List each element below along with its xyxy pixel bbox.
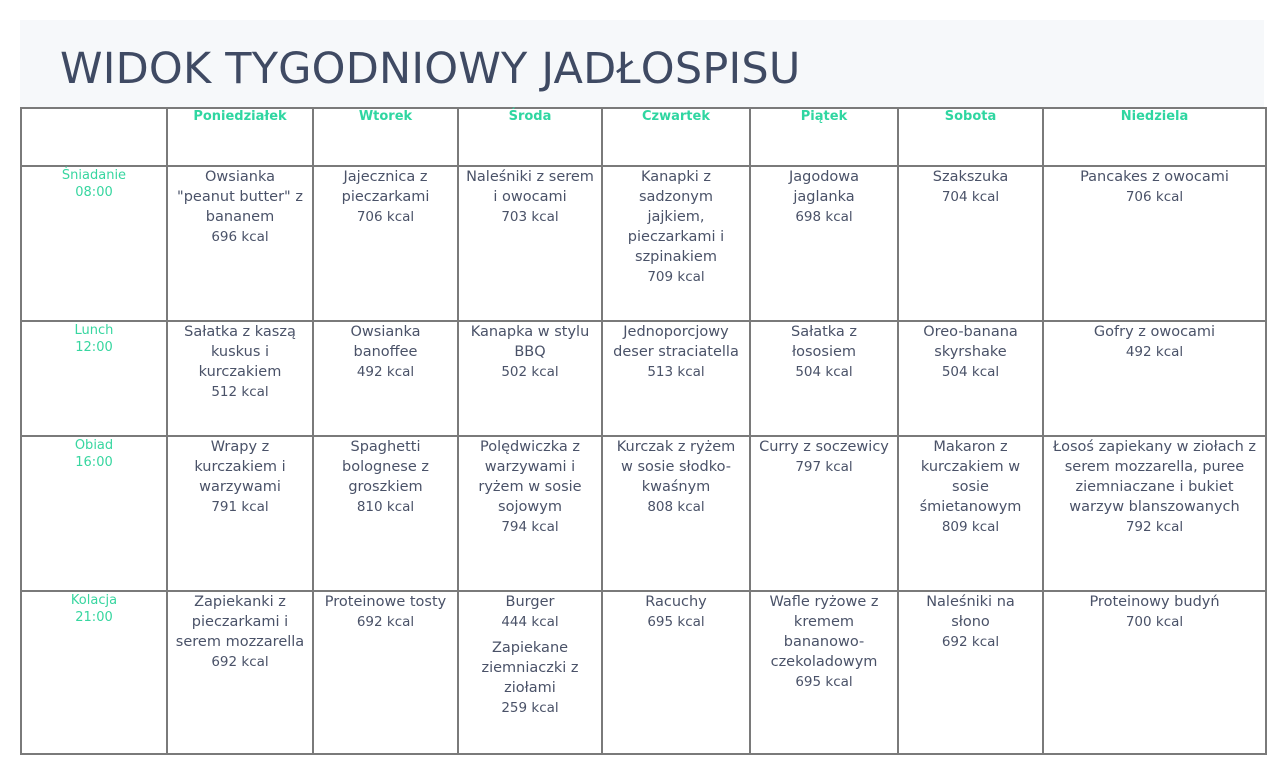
dish-name: Racuchy	[645, 594, 707, 610]
dish-kcal: 504 kcal	[941, 364, 1000, 380]
meal-slot-cell	[21, 321, 167, 436]
table-row	[21, 591, 1266, 754]
dish	[174, 592, 306, 672]
dish-name: Jednoporcjowy deser straciatella	[613, 324, 739, 360]
dish-kcal: 794 kcal	[501, 519, 559, 535]
dish-name: Gofry z owocami	[1093, 324, 1216, 340]
meal-cell-saturday	[898, 436, 1043, 591]
dish	[320, 167, 451, 227]
dish-kcal: 692 kcal	[941, 634, 1000, 650]
dish-name: Curry z soczewicy	[759, 439, 889, 455]
dish-kcal: 700 kcal	[1125, 614, 1184, 630]
meal-slot-cell	[21, 436, 167, 591]
dish-kcal: 695 kcal	[647, 614, 705, 630]
table-row	[21, 436, 1266, 591]
meal-cell-friday	[750, 166, 898, 321]
dish-kcal: 444 kcal	[501, 614, 559, 630]
dish-kcal: 504 kcal	[795, 364, 853, 380]
meal-slot-name: Obiad	[74, 438, 114, 453]
meal-cell-tuesday	[313, 591, 458, 754]
dish	[465, 638, 595, 718]
dish-name: Spaghetti bolognese z groszkiem	[342, 439, 429, 495]
dish	[174, 322, 306, 402]
dish-name: Łosoś zapiekany w ziołach z serem mozzarella, puree ziemniaczane i bukiet warzyw blanszowanych	[1052, 439, 1257, 515]
meal-cell-monday	[167, 591, 313, 754]
dish-name: Owsianka "peanut butter" z bananem	[177, 169, 303, 225]
dish-kcal: 709 kcal	[647, 269, 705, 285]
dish-name: Naleśniki z serem i owocami	[466, 169, 594, 205]
dish-name: Proteinowe tosty	[324, 594, 447, 610]
dish-name: Proteinowy budyń	[1089, 594, 1220, 610]
dish-kcal: 698 kcal	[795, 209, 853, 225]
meal-cell-sunday	[1043, 591, 1266, 754]
dish	[1050, 167, 1259, 207]
meal-slot-name: Lunch	[74, 323, 114, 338]
meal-slot-time: 21:00	[75, 610, 113, 625]
meal-cell-sunday	[1043, 166, 1266, 321]
meal-slot-name: Kolacja	[70, 593, 118, 608]
dish	[1050, 592, 1259, 632]
meal-cell-wednesday	[458, 436, 602, 591]
meal-cell-wednesday	[458, 321, 602, 436]
meal-cell-sunday	[1043, 436, 1266, 591]
dish-name: Burger	[505, 594, 555, 610]
dish	[320, 592, 451, 632]
meal-cell-saturday	[898, 166, 1043, 321]
meal-cell-friday	[750, 321, 898, 436]
meal-cell-sunday	[1043, 321, 1266, 436]
dish	[320, 437, 451, 517]
meal-cell-saturday	[898, 591, 1043, 754]
dish	[174, 437, 306, 517]
dish	[757, 322, 891, 382]
dish-kcal: 492 kcal	[356, 364, 415, 380]
dish	[905, 167, 1036, 207]
dish	[609, 322, 743, 382]
dish-kcal: 791 kcal	[211, 499, 269, 515]
dish	[465, 167, 595, 227]
meal-slot-time: 12:00	[75, 340, 113, 355]
meal-cell-tuesday	[313, 436, 458, 591]
table-row	[21, 166, 1266, 321]
dish	[609, 592, 743, 632]
dish-name: Naleśniki na słono	[926, 594, 1015, 630]
meal-slot-name: Śniadanie	[61, 168, 127, 183]
dish-name: Polędwiczka z warzywami i ryżem w sosie sojowym	[478, 439, 582, 515]
dish-kcal: 512 kcal	[211, 384, 269, 400]
meal-cell-friday	[750, 591, 898, 754]
dish-kcal: 259 kcal	[501, 700, 559, 716]
meal-cell-tuesday	[313, 166, 458, 321]
meal-slot-cell	[21, 591, 167, 754]
dish-kcal: 692 kcal	[356, 614, 415, 630]
dish-kcal: 695 kcal	[795, 674, 853, 690]
dish-name: Kurczak z ryżem w sosie słodko-kwaśnym	[616, 439, 736, 495]
dish	[757, 167, 891, 227]
meal-cell-thursday	[602, 436, 750, 591]
meal-cell-tuesday	[313, 321, 458, 436]
dish-name: Zapiekane ziemniaczki z ziołami	[481, 640, 579, 696]
meal-cell-monday	[167, 436, 313, 591]
dish	[465, 437, 595, 537]
dish-name: Jajecznica z pieczarkami	[341, 169, 430, 205]
dish	[757, 437, 891, 477]
dish-name: Sałatka z kaszą kuskus i kurczakiem	[184, 324, 296, 380]
meal-cell-wednesday	[458, 166, 602, 321]
dish-kcal: 808 kcal	[647, 499, 705, 515]
dish	[320, 322, 451, 382]
dish-kcal: 704 kcal	[941, 189, 1000, 205]
dish-name: Jagodowa jaglanka	[788, 169, 860, 205]
dish-name: Kanapki z sadzonym jajkiem, pieczarkami i szpinakiem	[627, 169, 725, 265]
dish	[905, 322, 1036, 382]
dish-name: Oreo-banana skyrshake	[923, 324, 1018, 360]
dish	[465, 322, 595, 382]
dish	[465, 592, 595, 632]
dish-kcal: 696 kcal	[211, 229, 269, 245]
dish	[609, 167, 743, 287]
dish-kcal: 810 kcal	[356, 499, 415, 515]
dish	[905, 437, 1036, 537]
dish-name: Owsianka banoffee	[350, 324, 421, 360]
dish	[1050, 437, 1259, 537]
meal-slot-time: 08:00	[75, 185, 113, 200]
dish-name: Kanapka w stylu BBQ	[470, 324, 590, 360]
dish-kcal: 703 kcal	[501, 209, 559, 225]
dish	[757, 592, 891, 692]
dish-kcal: 502 kcal	[501, 364, 559, 380]
day-header-saturday: Sobota	[898, 108, 1043, 166]
meal-cell-thursday	[602, 166, 750, 321]
weekly-menu-table	[20, 107, 1267, 755]
dish	[1050, 322, 1259, 362]
day-header-wednesday: Środa	[458, 108, 602, 166]
dish-kcal: 706 kcal	[1125, 189, 1184, 205]
meal-cell-thursday	[602, 591, 750, 754]
meal-cell-friday	[750, 436, 898, 591]
day-header-thursday: Czwartek	[602, 108, 750, 166]
meal-cell-monday	[167, 166, 313, 321]
dish-name: Szakszuka	[932, 169, 1009, 185]
meal-cell-monday	[167, 321, 313, 436]
day-header-monday: Poniedziałek	[167, 108, 313, 166]
day-header-tuesday: Wtorek	[313, 108, 458, 166]
page-title: WIDOK TYGODNIOWY JADŁOSPISU	[60, 44, 801, 94]
meal-cell-saturday	[898, 321, 1043, 436]
dish	[174, 167, 306, 247]
dish	[905, 592, 1036, 652]
meal-slot-cell	[21, 166, 167, 321]
meal-cell-thursday	[602, 321, 750, 436]
table-header-row	[21, 108, 1266, 166]
dish-name: Pancakes z owocami	[1080, 169, 1229, 185]
corner-cell	[21, 108, 167, 166]
dish-kcal: 792 kcal	[1125, 519, 1184, 535]
meal-cell-wednesday	[458, 591, 602, 754]
dish-kcal: 492 kcal	[1125, 344, 1184, 360]
meal-slot-time: 16:00	[75, 455, 113, 470]
day-header-friday: Piątek	[750, 108, 898, 166]
dish-kcal: 797 kcal	[795, 459, 853, 475]
dish-kcal: 706 kcal	[356, 209, 415, 225]
dish-name: Wafle ryżowe z kremem bananowo-czekoladowym	[769, 594, 879, 670]
dish-kcal: 809 kcal	[941, 519, 1000, 535]
day-header-sunday: Niedziela	[1043, 108, 1266, 166]
table-row	[21, 321, 1266, 436]
dish-name: Wrapy z kurczakiem i warzywami	[194, 439, 286, 495]
dish-name: Makaron z kurczakiem w sosie śmietanowym	[919, 439, 1022, 515]
dish-name: Sałatka z łososiem	[790, 324, 858, 360]
dish-kcal: 692 kcal	[211, 654, 269, 670]
dish	[609, 437, 743, 517]
dish-name: Zapiekanki z pieczarkami i serem mozzarella	[175, 594, 305, 650]
dish-kcal: 513 kcal	[647, 364, 705, 380]
